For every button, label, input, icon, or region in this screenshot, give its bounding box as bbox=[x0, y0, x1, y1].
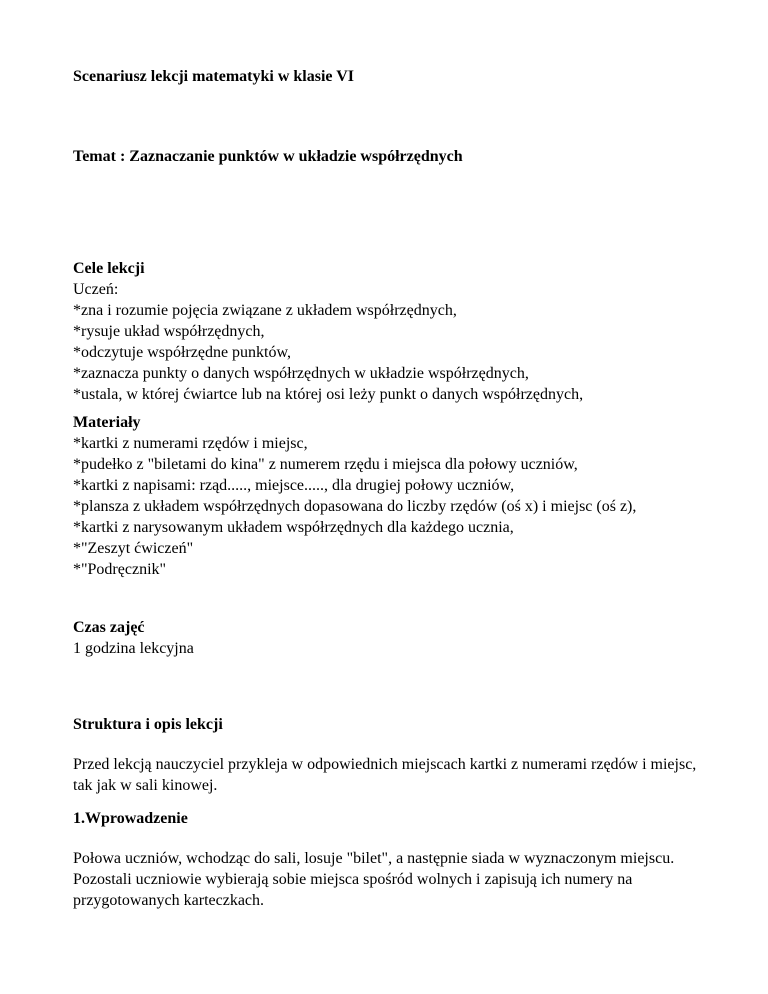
materials-item: *kartki z numerami rzędów i miejsc, bbox=[73, 435, 308, 452]
goals-item: *zna i rozumie pojęcia związane z układem współrzędnych, bbox=[73, 302, 457, 319]
section1-heading: 1.Wprowadzenie bbox=[73, 810, 188, 827]
time-value: 1 godzina lekcyjna bbox=[73, 640, 194, 657]
materials-heading: Materiały bbox=[73, 414, 141, 431]
materials-item: *pudełko z "biletami do kina" z numerem rzędu i miejsca dla połowy uczniów, bbox=[73, 456, 578, 473]
section1-text: Połowa uczniów, wchodząc do sali, losuje "bilet", a następnie siada w wyznaczonym miejscu. Pozostali uczniowie wybierają sobie miejsca spośród wolnych i zapisują ich numery na przygotowanych karteczkach. bbox=[73, 850, 675, 909]
goals-item: *odczytuje współrzędne punktów, bbox=[73, 344, 292, 361]
materials-item: *kartki z narysowanym układem współrzędnych dla każdego ucznia, bbox=[73, 519, 514, 536]
goals-item: *ustala, w której ćwiartce lub na której osi leży punkt o danych współrzędnych, bbox=[73, 386, 584, 403]
goals-section bbox=[73, 258, 583, 405]
goals-item: *rysuje układ współrzędnych, bbox=[73, 323, 265, 340]
goals-item: *zaznacza punkty o danych współrzędnych w układzie współrzędnych, bbox=[73, 365, 529, 382]
materials-item: *"Zeszyt ćwiczeń" bbox=[73, 540, 194, 557]
goals-intro: Uczeń: bbox=[73, 281, 119, 298]
structure-intro: Przed lekcją nauczyciel przykleja w odpowiednich miejscach kartki z numerami rzędów i miejsc, tak jak w sali kinowej. bbox=[73, 756, 697, 794]
materials-item: *kartki z napisami: rząd....., miejsce....., dla drugiej połowy uczniów, bbox=[73, 477, 515, 494]
time-heading: Czas zajęć bbox=[73, 619, 145, 636]
materials-item: *"Podręcznik" bbox=[73, 561, 167, 578]
materials-item: *plansza z układem współrzędnych dopasowana do liczby rzędów (oś x) i miejsc (oś z), bbox=[73, 498, 637, 515]
lesson-topic: Temat : Zaznaczanie punktów w układzie współrzędnych bbox=[73, 148, 463, 165]
time-section bbox=[73, 617, 194, 659]
goals-heading: Cele lekcji bbox=[73, 260, 145, 277]
document-title: Scenariusz lekcji matematyki w klasie VI bbox=[73, 68, 355, 85]
materials-section bbox=[73, 412, 701, 580]
structure-heading: Struktura i opis lekcji bbox=[73, 716, 223, 733]
